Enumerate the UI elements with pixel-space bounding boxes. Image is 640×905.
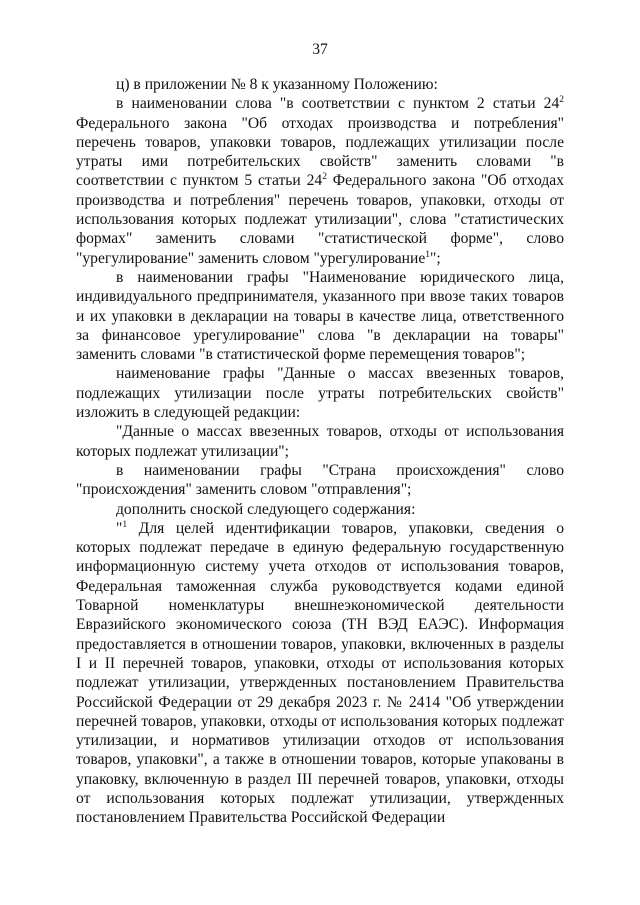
- text-segment: ";: [430, 249, 441, 267]
- paragraph: [76, 94, 564, 268]
- paragraph: [76, 422, 564, 461]
- superscript: 2: [322, 172, 327, 183]
- text-segment: в наименовании слова "в соответствии с пунктом 2 статьи 24: [116, 95, 560, 113]
- text-segment: в наименовании графы "Наименование юридического лица, индивидуального предпринимателя, указанного при ввозе таких товаров и их упаковки в декларации на товары в качестве лица, ответственного за финансовое урегулирование" слова "в декларации на товары" заменить словами "в статистической форме перемещения товаров";: [76, 268, 564, 364]
- superscript: 1: [122, 519, 128, 530]
- text-segment: ": [116, 519, 123, 537]
- text-segment: дополнить сноской следующего содержания:: [116, 500, 416, 518]
- text-segment: Для целей идентификации товаров, упаковки, сведения о которых подлежат передаче в единую федеральную государственную информационную систему учета отходов от использования товаров, Федеральная таможенная служба руководствуется кодами единой Товарной номенклатуры внешнеэкономической деятельности Евразийского экономического союза (ТН ВЭД ЕАЭС). Информация предоставляется в отношении товаров, упаковки, включенных в разделы I и II перечней товаров, упаковки, отходы от использования которых подлежат утилизации, утвержденных постановлением Правительства Российской Федерации от 29 декабря 2023 г. № 2414 "Об утверждении перечней товаров, упаковки, отходы от использования которых подлежат утилизации, и нормативов утилизации отходов от использования товаров, упаковки", а также в отношении товаров, которые упакованы в упаковку, включенную в раздел III перечней товаров, упаковки, отходы от использования которых подлежат утилизации, утвержденных постановлением Правительства Российской Федерации: [76, 519, 564, 827]
- paragraph: [76, 75, 564, 94]
- text-segment: ц) в приложении № 8 к указанному Положению:: [116, 76, 438, 93]
- text-segment: наименование графы "Данные о массах ввезенных товаров, подлежащих утилизации после утраты потребительских свойств" изложить в следующей редакции:: [76, 365, 564, 422]
- text-segment: Федерального закона "Об отходах производства и потребления" перечень товаров, упаковки, отходы от использования которых подлежат утилизации", слова "статистических формах" заменить словами "статистической форме", слово "урегулирование" заменить словом "урегулирование: [76, 172, 564, 267]
- page-number: 37: [312, 41, 328, 58]
- text-segment: "Данные о массах ввезенных товаров, отходы от использования которых подлежат утилизации";: [76, 423, 564, 460]
- document-body: [76, 75, 564, 828]
- paragraph: [76, 268, 564, 364]
- text-segment: в наименовании графы "Страна происхождения" слово "происхождения" заменить словом "отправления";: [76, 461, 564, 499]
- paragraph: [76, 461, 564, 500]
- superscript: 1: [425, 249, 431, 260]
- text-segment: Федерального закона "Об отходах производства и потребления" перечень товаров, упаковки товаров, подлежащих утилизации после утраты ими потребительских свойств" заменить словами "в соответствии с пунктом 5 статьи 24: [76, 114, 564, 190]
- paragraph: [76, 364, 564, 422]
- superscript: 2: [559, 95, 564, 106]
- paragraph: [76, 519, 564, 828]
- paragraph: [76, 500, 564, 519]
